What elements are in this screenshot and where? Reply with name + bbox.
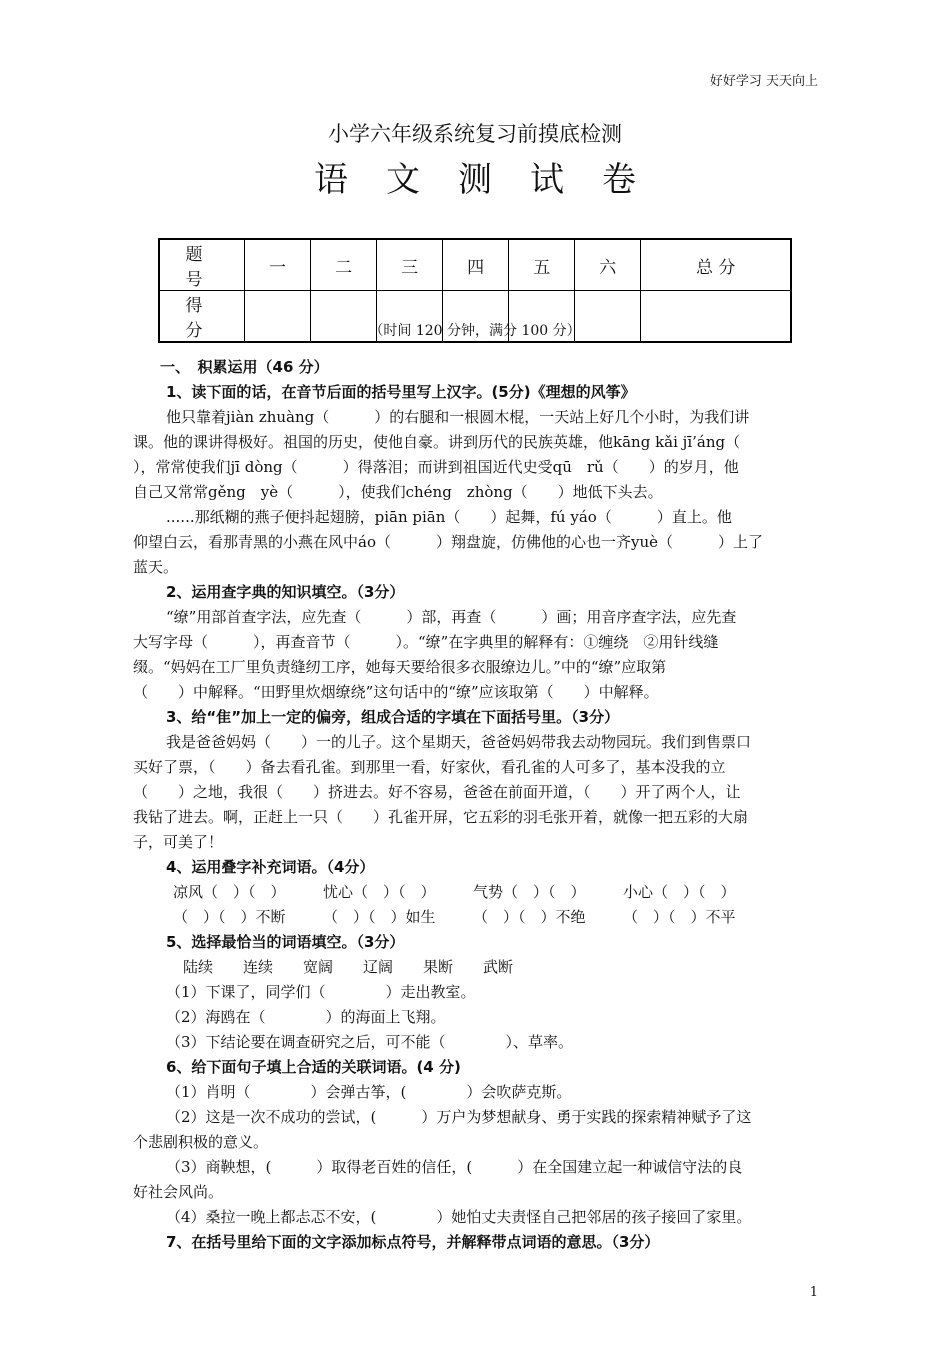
question-heading: 2、运用查字典的知识填空。（3分） xyxy=(166,583,405,601)
body-text-line: “缭”用部首查字法，应先查（ ）部，再查（ ）画；用音序查字法，应先查 xyxy=(166,608,737,626)
body-text-line: （1）下课了，同学们（ ）走出教室。 xyxy=(166,983,476,1001)
body-text-line: （3）商鞅想，( ）取得老百姓的信任，( ）在全国建立起一种诚信守法的良 xyxy=(166,1158,743,1176)
body-text-line: 好社会风尚。 xyxy=(133,1183,224,1201)
question-heading: 7、在括号里给下面的文字添加标点符号，并解释带点词语的意思。（3分） xyxy=(166,1233,660,1251)
score-row-label: 得 分 xyxy=(159,291,245,343)
body-text-line: 他只靠着jiàn zhuàng（ ）的右腿和一根圆木棍，一天站上好几个小时，为我们讲 xyxy=(166,408,750,426)
exam-subtitle: 小学六年级系统复习前摸底检测 xyxy=(328,122,622,146)
body-text-line: （ ）之地，我很（ ）挤进去。好不容易，爸爸在前面开道，（ ）开了两个人，让 xyxy=(133,783,741,801)
score-header-cell: 四 xyxy=(443,239,509,291)
body-text-line: 个悲剧积极的意义。 xyxy=(133,1133,269,1151)
time-note: （时间 120 分钟，满分 100 分） xyxy=(369,323,581,339)
exam-title: 语文测试卷 xyxy=(314,160,674,200)
section-heading: 一、 积累运用（46 分） xyxy=(160,358,329,376)
question-heading: 5、选择最恰当的词语填空。（3分） xyxy=(166,933,405,951)
body-text-line: 买好了票，（ ）备去看孔雀。到那里一看，好家伙，看孔雀的人可多了，基本没我的立 xyxy=(133,758,726,776)
score-header-cell: 三 xyxy=(377,239,443,291)
score-header-cell: 一 xyxy=(245,239,311,291)
body-text-line: （1）肖明（ ）会弹古筝，( ）会吹萨克斯。 xyxy=(166,1083,572,1101)
body-text-line: 自己又常常gěng yè（ ），使我们chéng zhòng（ ）地低下头去。 xyxy=(133,483,663,501)
question-heading: 6、给下面句子填上合适的关联词语。(4 分) xyxy=(166,1058,461,1076)
body-text-line: 课。他的课讲得极好。祖国的历史，使他自豪。讲到历代的民族英雄，他kāng kǎi jī’áng（ xyxy=(133,433,741,451)
body-text-line: 我是爸爸妈妈（ ）一的儿子。这个星期天，爸爸妈妈带我去动物园玩。我们到售票口 xyxy=(166,733,752,751)
body-text-line: 子，可美了！ xyxy=(133,833,224,851)
body-text-line: 凉风（ ）（ ） 忧心（ ）（ ） 气势（ ）（ ） 小心（ ）（ ） xyxy=(173,883,736,901)
score-header-cell: 六 xyxy=(575,239,641,291)
score-header-cell: 总 分 xyxy=(641,239,791,291)
body-text-line: 仰望白云，看那青黑的小燕在风中áo（ ）翔盘旋，仿佛他的心也一齐yuè（ ）上了 xyxy=(133,533,763,551)
header-note: 好好学习 天天向上 xyxy=(709,74,818,89)
body-text-line: （2）这是一次不成功的尝试，( ）万户为梦想献身、勇于实践的探索精神赋予了这 xyxy=(166,1108,752,1126)
score-table-header-row xyxy=(159,239,791,291)
question-heading: 3、给“隹”加上一定的偏旁，组成合适的字填在下面括号里。（3分） xyxy=(166,708,620,726)
word-choices: 陆续 连续 宽阔 辽阔 果断 武断 xyxy=(183,958,514,976)
body-text-line: 大写字母（ ），再查音节（ ）。“缭”在字典里的解释有：①缠绕 ②用针线缝 xyxy=(133,633,719,651)
body-text-line: 我钻了进去。啊，正赶上一只（ ）孔雀开屏，它五彩的羽毛张开着，就像一把五彩的大扇 xyxy=(133,808,749,826)
body-text-line: 缀。“妈妈在工厂里负责缝纫工序，她每天要给很多衣服缭边儿。”中的“缭”应取第 xyxy=(133,658,667,676)
body-text-line: （3）下结论要在调查研究之后，可不能（ ）、草率。 xyxy=(166,1033,574,1051)
score-header-cell: 题 号 xyxy=(159,239,245,291)
body-text-line: ），常常使我们jī dòng（ ）得落泪；而讲到祖国近代史受qū rǔ（ ）的岁月，他 xyxy=(133,458,739,476)
page-number: 1 xyxy=(809,1285,818,1300)
body-text-line: ......那纸糊的燕子便抖起翅膀，piān piān（ ）起舞，fú yáo（ ）直上。他 xyxy=(166,508,732,526)
body-text-line: （ ）中解释。“田野里炊烟缭绕”这句话中的“缭”应该取第（ ）中解释。 xyxy=(133,683,659,701)
body-text-line: （2）海鸥在（ ）的海面上飞翔。 xyxy=(166,1008,446,1026)
body-text-line: 蓝天。 xyxy=(133,558,179,576)
score-header-cell: 五 xyxy=(509,239,575,291)
body-text-line: （ ）（ ）不断 （ ）（ ）如生 （ ）（ ）不绝 （ ）（ ）不平 xyxy=(173,908,736,926)
question-heading: 1、读下面的话，在音节后面的括号里写上汉字。(5分)《理想的风筝》 xyxy=(166,383,636,401)
score-header-cell: 二 xyxy=(311,239,377,291)
question-heading: 4、运用叠字补充词语。（4分） xyxy=(166,858,375,876)
body-text-line: （4）桑拉一晚上都忐忑不安，( ）她怕丈夫责怪自己把邻居的孩子接回了家里。 xyxy=(166,1208,752,1226)
